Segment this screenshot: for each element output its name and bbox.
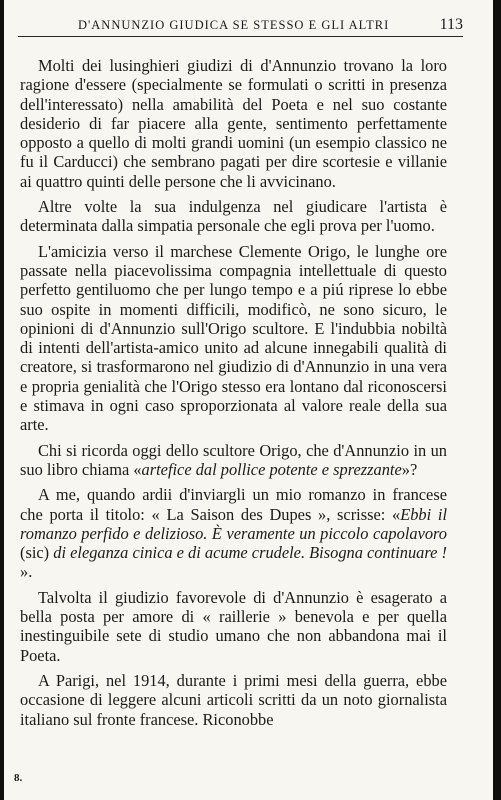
signature-mark: 8. [14, 772, 23, 784]
running-head [18, 14, 463, 37]
paragraph-7: A Parigi, nel 1914, durante i primi mesi della guerra, ebbe occasione di leggere alcuni articoli scritti da un noto giornalista italiano sul fronte francese. Riconobbe [20, 670, 447, 729]
paragraph-5 [20, 485, 447, 581]
paragraph-4 [20, 441, 447, 480]
book-page [4, 0, 493, 800]
paragraph-5-end: ». [20, 562, 33, 582]
sic-note: (sic) [20, 543, 54, 563]
paragraph-5-text: A me, quando ardii d'inviargli un mio romanzo in francese che porta il titolo: « La Saison des Dupes », scrisse: « [20, 485, 447, 524]
paragraph-4-text: Chi si ricorda oggi dello scultore Origo, che d'Annunzio in un suo libro chiama « [20, 440, 447, 479]
paragraph-4-end: »? [401, 459, 418, 479]
running-title: D'ANNUNZIO GIUDICA SE STESSO E GLI ALTRI [78, 18, 390, 32]
page-number: 113 [439, 16, 463, 33]
paragraph-3: L'amicizia verso il marchese Clemente Origo, le lunghe ore passate nella piacevolissima compagnia intellettuale di questo perfetto gentiluomo che per lungo tempo e a piú riprese lo ebbe suo ospite in momenti difficili, modificò, ne sono sicuro, le opinioni di d'Annunzio sull'Origo scultore. E l'indubbia nobiltà di intenti dell'artista-amico unito ad alcune innegabili qualità di creatore, si trasformarono nel giudizio di d'Annunzio in una vera e propria genialità che l'Origo stesso era lontano dal riconoscersi e stimava in ogni caso sproporzionata al valore reale della sua arte. [20, 241, 447, 435]
quoted-epithet: artefice dal pollice potente e sprezzante [141, 459, 402, 479]
quoted-letter-part-1: Ebbi il romanzo perfido e delizioso. È veramente un piccolo capolavoro [20, 504, 447, 543]
body-text [20, 56, 447, 735]
paragraph-2: Altre volte la sua indulgenza nel giudicare l'artista è determinata dalla simpatia personale che egli prova per l'uomo. [20, 197, 447, 236]
paragraph-1: Molti dei lusinghieri giudizi di d'Annunzio trovano la loro ragione d'essere (specialmente se formulati o scritti in presenza dell'interessato) nella amabilità del Poeta e nel suo costante desiderio di far piacere alla gente, sentimento perfettamente opposto a quello di molti grandi uomini (un esempio classico ne fu il Carducci) che sembrano pagati per dire scortesie e villanie ai quattro quinti delle persone che li avvicinano. [20, 56, 447, 191]
quoted-letter-part-2: di eleganza cinica e di acume crudele. Bisogna continuare ! [53, 543, 447, 563]
paragraph-6: Talvolta il giudizio favorevole di d'Annunzio è esagerato a bella posta per amore di « raillerie » benevola e per quella inestinguibile sete di studio umano che non abbandona mai il Poeta. [20, 587, 447, 665]
